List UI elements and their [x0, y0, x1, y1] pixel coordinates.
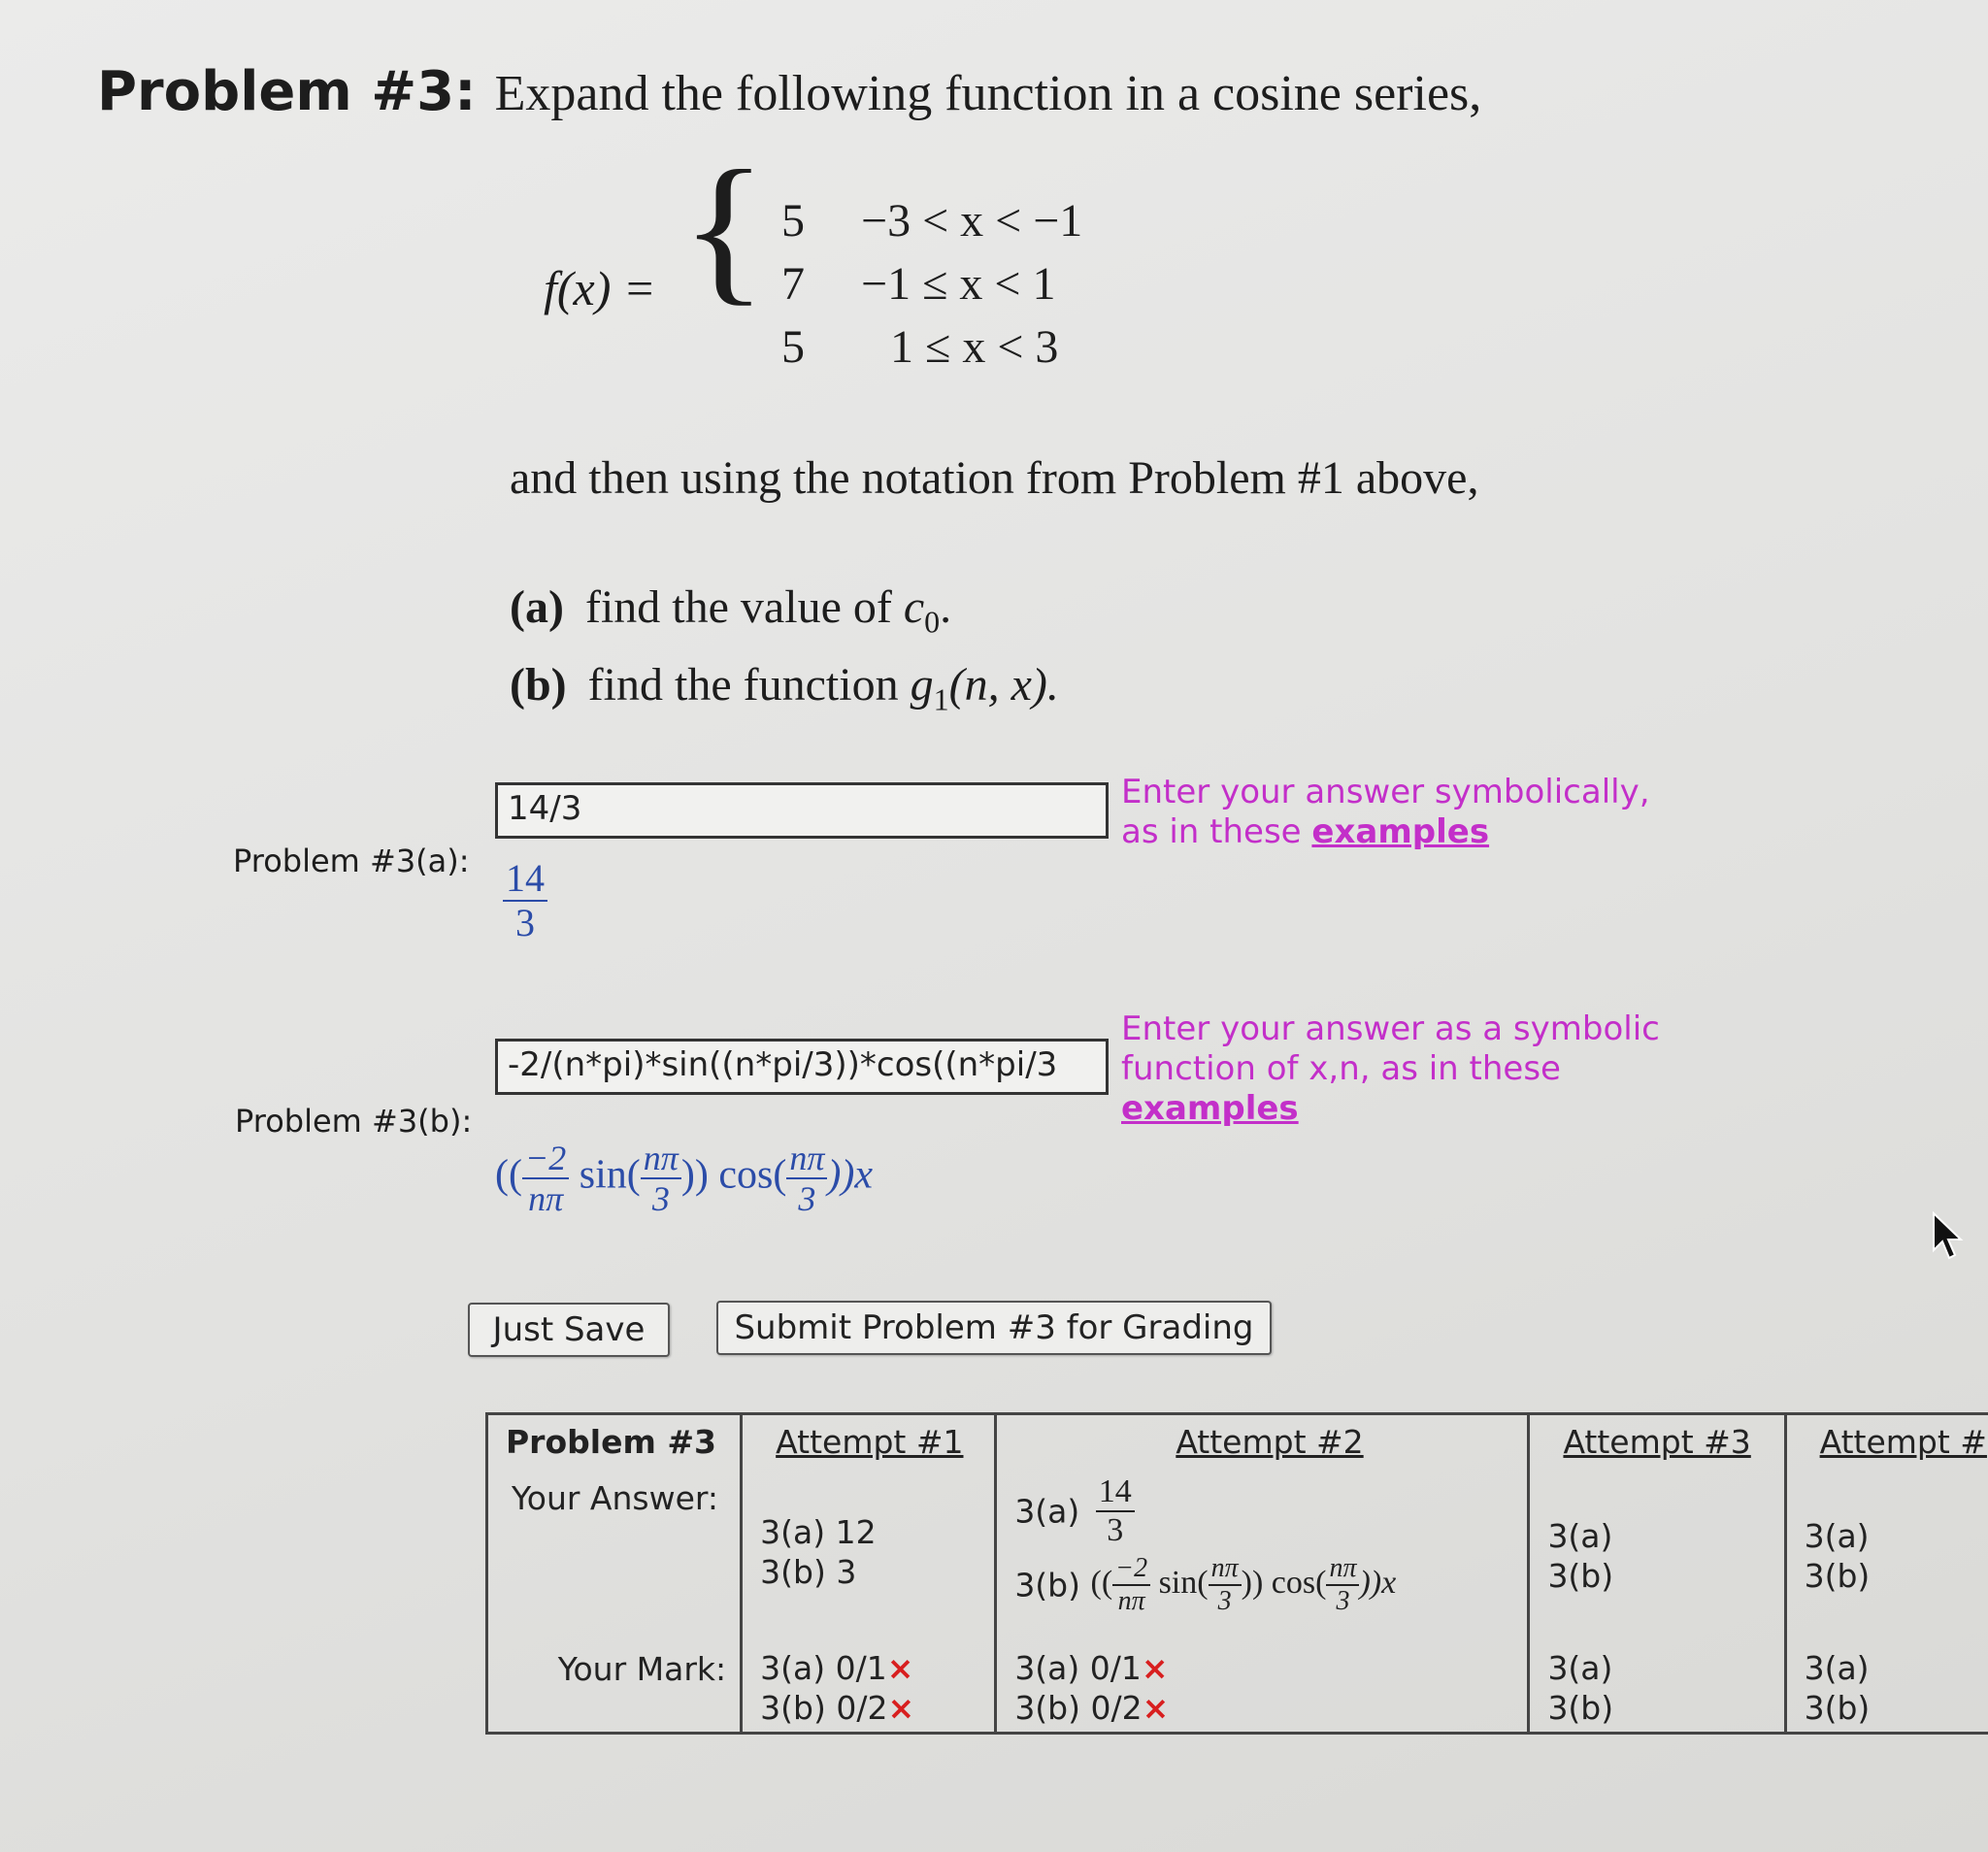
- attempt-column: [1529, 1414, 1785, 1734]
- fraction-numerator: nπ: [1209, 1555, 1242, 1586]
- answer-b-prefix: 3(b): [1014, 1566, 1081, 1604]
- sin-fn: sin: [1158, 1564, 1198, 1601]
- problem-title-text: Expand the following function in a cosine series,: [494, 66, 1482, 121]
- answer-b-label: Problem #3(b):: [235, 1103, 473, 1140]
- piece-row: [781, 257, 1055, 311]
- your-mark-label: Your Mark:: [557, 1650, 727, 1688]
- mouse-pointer-icon: [1932, 1211, 1965, 1266]
- answer-a-prefix: 3(a): [1014, 1492, 1080, 1531]
- part-a-label: (a): [510, 581, 564, 633]
- fraction-numerator: −2: [1112, 1555, 1150, 1586]
- mark-b: [760, 1688, 914, 1728]
- paren-close: )): [680, 1152, 709, 1198]
- attempt-marks: [1805, 1648, 1871, 1728]
- answer-b-hint: [1121, 1009, 1665, 1129]
- part-a: [510, 580, 951, 641]
- answer-b-value: 3(b) 3: [760, 1553, 857, 1591]
- answer-b-value: 3(b): [1547, 1557, 1614, 1595]
- attempt2-answer-a-fraction: [1096, 1475, 1135, 1547]
- attempt-marks: [760, 1648, 914, 1728]
- fraction-denominator: 3: [515, 901, 535, 944]
- answer-a-value: 3(a): [1804, 1517, 1870, 1555]
- part-b-symbol: g: [910, 659, 934, 711]
- sin-fn: sin: [579, 1152, 627, 1198]
- part-b-text: find the function: [587, 659, 899, 711]
- mark-b: [1014, 1688, 1169, 1728]
- attempt2-answer-a: [1014, 1475, 1134, 1547]
- mark-a-value: 3(a) 0/1: [1014, 1649, 1142, 1687]
- x-mark-icon: ×: [886, 1649, 914, 1687]
- part-b-args: (n, x).: [948, 659, 1059, 711]
- cos-fn: cos: [718, 1152, 774, 1198]
- function-lhs: f(x) =: [544, 261, 656, 315]
- mark-b-value: 3(b) 0/2: [760, 1689, 888, 1727]
- problem-header: Problem #3: [506, 1423, 716, 1461]
- left-brace: {: [679, 137, 768, 319]
- answer-a-input[interactable]: 14/3: [495, 782, 1109, 839]
- answer-b-value: 3(b): [1804, 1557, 1871, 1595]
- piece-condition: 1 ≤ x < 3: [890, 321, 1059, 373]
- fraction-denominator: nπ: [1117, 1586, 1145, 1616]
- fraction-numerator: nπ: [1326, 1555, 1359, 1586]
- mark-b-value: 3(b): [1547, 1689, 1614, 1727]
- attempt-column: [996, 1414, 1529, 1734]
- piece-row: [781, 194, 1082, 248]
- answer-a-value: 3(a) 12: [760, 1513, 877, 1551]
- attempt-marks: [1014, 1648, 1169, 1728]
- your-answer-label: Your Answer:: [512, 1479, 719, 1517]
- expr-fraction-1: [1112, 1555, 1150, 1615]
- attempt2-answer-b: [1014, 1555, 1396, 1615]
- attempt-header[interactable]: Attempt #: [1819, 1423, 1987, 1461]
- preview-fraction-1: [522, 1141, 569, 1216]
- piece-condition: −1 ≤ x < 1: [861, 258, 1056, 310]
- paren-open: ((: [495, 1152, 522, 1198]
- piece-value: 5: [781, 321, 805, 373]
- paren-close-x: ))x: [827, 1152, 873, 1198]
- x-mark-icon: ×: [1141, 1649, 1169, 1687]
- submit-button[interactable]: Submit Problem #3 for Grading: [716, 1301, 1272, 1355]
- fraction-numerator: −2: [522, 1141, 569, 1179]
- answer-b-preview: [495, 1141, 873, 1216]
- paren-close-x: ))x: [1359, 1564, 1397, 1601]
- answer-a-preview-fraction: [503, 856, 547, 944]
- mark-b-value: 3(b): [1804, 1689, 1871, 1727]
- attempt-header[interactable]: Attempt #2: [1176, 1423, 1364, 1461]
- attempts-table: [485, 1412, 1988, 1735]
- part-a-symbol: c: [903, 581, 925, 633]
- fraction-numerator: nπ: [786, 1141, 827, 1179]
- problem-title: [97, 60, 1481, 123]
- paren-open: (: [1315, 1564, 1327, 1601]
- attempt-header[interactable]: Attempt #1: [776, 1423, 964, 1461]
- fraction-denominator: 3: [651, 1179, 670, 1218]
- mark-a-value: 3(a): [1547, 1649, 1613, 1687]
- expr-fraction-3: [1326, 1555, 1359, 1615]
- attempt-column: [742, 1414, 996, 1734]
- paren-close: )): [1241, 1564, 1264, 1601]
- mark-a: [760, 1648, 914, 1688]
- fraction-numerator: nπ: [641, 1141, 681, 1179]
- answer-b-examples-link[interactable]: examples: [1121, 1089, 1299, 1128]
- fraction-numerator: 14: [503, 859, 547, 902]
- attempt-answers: [760, 1512, 876, 1592]
- fraction-denominator: 3: [1336, 1586, 1350, 1616]
- attempt2-answer-b-expression: [1090, 1553, 1397, 1616]
- attempt-marks: [1547, 1648, 1613, 1728]
- preview-fraction-3: [786, 1141, 827, 1216]
- x-mark-icon: ×: [887, 1689, 915, 1727]
- just-save-button[interactable]: Just Save: [468, 1303, 670, 1357]
- paren-open: (: [773, 1152, 787, 1198]
- answer-b-hint-text: Enter your answer as a symbolic function of x,n, as in these: [1121, 1009, 1660, 1088]
- paren-open: (: [1197, 1564, 1209, 1601]
- fraction-denominator: 3: [798, 1179, 816, 1218]
- fraction-denominator: 3: [1107, 1512, 1124, 1548]
- part-a-text: find the value of: [584, 581, 892, 633]
- answer-a-examples-link[interactable]: examples: [1311, 812, 1490, 851]
- notation-text: and then using the notation from Problem #1 above,: [510, 452, 1479, 504]
- attempt-header[interactable]: Attempt #3: [1563, 1423, 1751, 1461]
- answer-a-value: 3(a): [1547, 1517, 1613, 1555]
- answer-a-hint: [1121, 773, 1665, 852]
- attempt-answers: [1547, 1516, 1613, 1596]
- piece-condition: −3 < x < −1: [861, 195, 1083, 247]
- attempt-answers: [1805, 1516, 1871, 1596]
- table-row: [487, 1414, 1988, 1734]
- paren-open: ((: [1090, 1564, 1113, 1601]
- part-b: [510, 658, 1059, 718]
- problem-column: [487, 1414, 742, 1734]
- cos-fn: cos: [1271, 1564, 1316, 1601]
- paren-open: (: [626, 1152, 641, 1198]
- part-a-subscript: 0: [924, 604, 941, 640]
- piece-value: 7: [781, 258, 805, 310]
- mark-a: [1014, 1648, 1169, 1688]
- answer-a-preview: [503, 856, 547, 944]
- fraction-denominator: nπ: [528, 1179, 564, 1218]
- expr-fraction-2: [1209, 1555, 1242, 1615]
- fraction-denominator: 3: [1217, 1586, 1232, 1616]
- answer-a-hint-text: Enter your answer symbolically, as in these: [1121, 773, 1650, 851]
- part-a-end: .: [940, 581, 952, 633]
- part-b-label: (b): [510, 659, 567, 711]
- piece-row: [781, 320, 1058, 374]
- mark-a-value: 3(a) 0/1: [760, 1649, 887, 1687]
- fraction-numerator: 14: [1096, 1475, 1135, 1512]
- mark-a-value: 3(a): [1804, 1649, 1870, 1687]
- preview-fraction-2: [641, 1141, 681, 1216]
- attempt-column: [1785, 1414, 1988, 1734]
- mark-b-value: 3(b) 0/2: [1014, 1689, 1143, 1727]
- x-mark-icon: ×: [1142, 1689, 1170, 1727]
- part-b-subscript: 1: [933, 681, 949, 717]
- problem-title-lead: Problem #3:: [97, 60, 477, 123]
- piece-value: 5: [781, 195, 805, 247]
- answer-a-label: Problem #3(a):: [233, 843, 470, 879]
- answer-b-input[interactable]: -2/(n*pi)*sin((n*pi/3))*cos((n*pi/3: [495, 1039, 1109, 1095]
